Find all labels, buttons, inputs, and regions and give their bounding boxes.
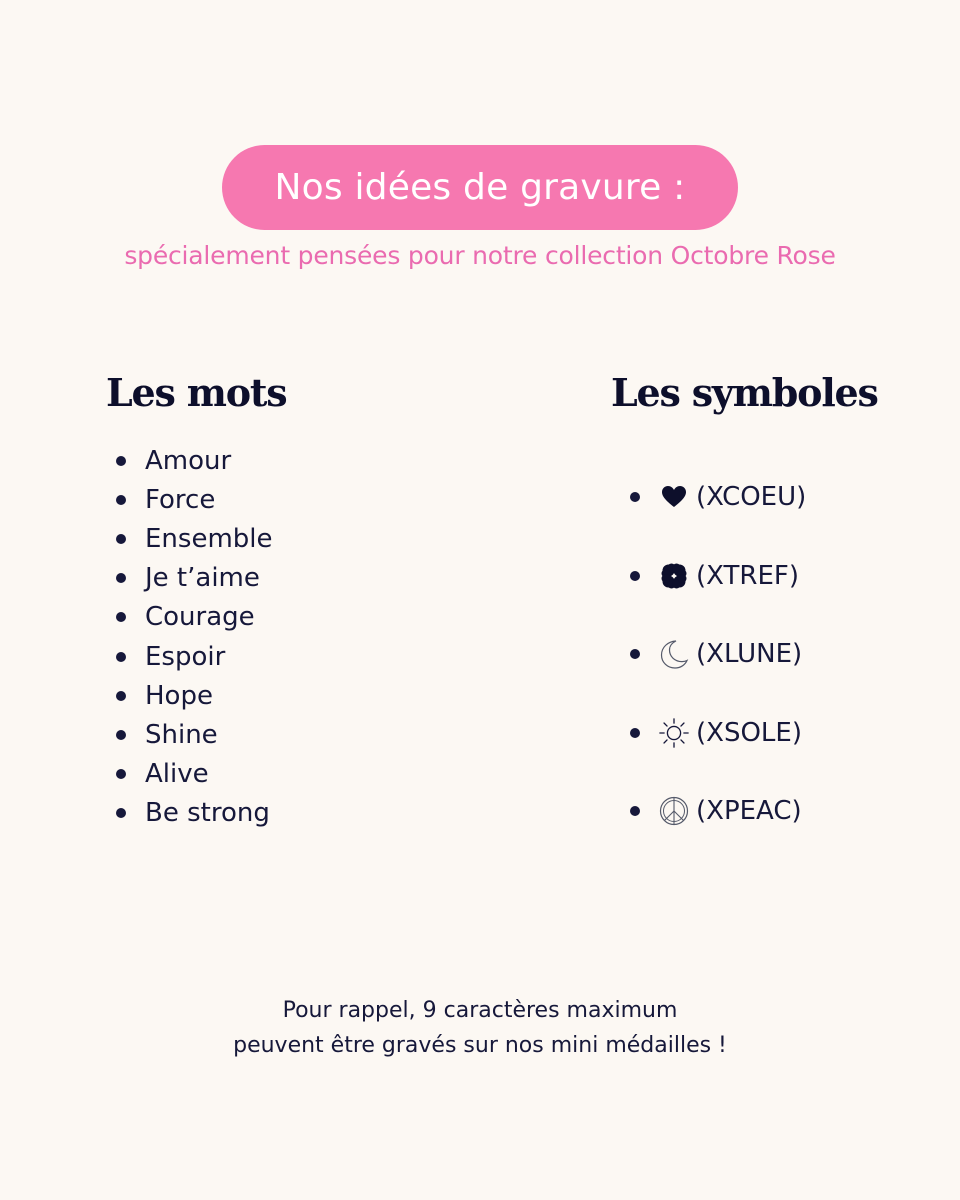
moon-icon [658,638,690,670]
list-item [116,715,273,754]
word-label: Alive [145,759,209,790]
bullet [116,691,126,701]
symbol-item-clover [630,537,806,616]
word-label: Force [145,484,216,515]
symbol-item-peace [630,772,806,851]
symbol-code: (XLUNE) [696,639,803,670]
bullet [630,571,640,581]
symbol-item-heart [630,458,806,537]
clover-icon [658,560,690,592]
footer-note [0,993,960,1063]
bullet [116,769,126,779]
symbol-item-sun [630,694,806,773]
footer-line-2: peuvent être gravés sur nos mini médailles ! [233,1033,727,1058]
symbol-code: (XPEAC) [696,796,802,827]
list-item [116,519,273,558]
bullet [116,652,126,662]
list-item [116,676,273,715]
list-item [116,559,273,598]
symbol-code: (XTREF) [696,560,799,591]
word-label: Courage [145,602,255,633]
word-label: Hope [145,680,213,711]
sun-icon [658,717,690,749]
word-label: Ensemble [145,523,273,554]
list-item [116,441,273,480]
list-item [116,794,273,833]
symbols-list [630,458,806,851]
page-subtitle: spécialement pensées pour notre collection Octobre Rose [124,241,836,270]
peace-icon [658,795,690,827]
symbols-heading: Les symboles [611,370,878,415]
list-item [116,480,273,519]
bullet [116,534,126,544]
bullet [116,612,126,622]
word-label: Je t’aime [145,563,260,594]
words-list [116,441,273,833]
title-pill [222,145,738,230]
word-label: Be strong [145,798,270,829]
word-label: Shine [145,719,218,750]
bullet [630,806,640,816]
symbol-code: (XCOEU) [696,482,807,513]
bullet [116,456,126,466]
bullet [116,495,126,505]
bullet [630,728,640,738]
word-label: Espoir [145,641,226,672]
list-item [116,598,273,637]
bullet [630,649,640,659]
list-item [116,755,273,794]
symbol-code: (XSOLE) [696,717,802,748]
bullet [116,573,126,583]
word-label: Amour [145,445,232,476]
bullet [630,492,640,502]
footer-line-1: Pour rappel, 9 caractères maximum [282,998,678,1023]
words-heading: Les mots [106,370,287,415]
bullet [116,808,126,818]
symbol-item-moon [630,615,806,694]
page-title: Nos idées de gravure : [274,167,686,208]
heart-icon [658,481,690,513]
list-item [116,637,273,676]
bullet [116,730,126,740]
